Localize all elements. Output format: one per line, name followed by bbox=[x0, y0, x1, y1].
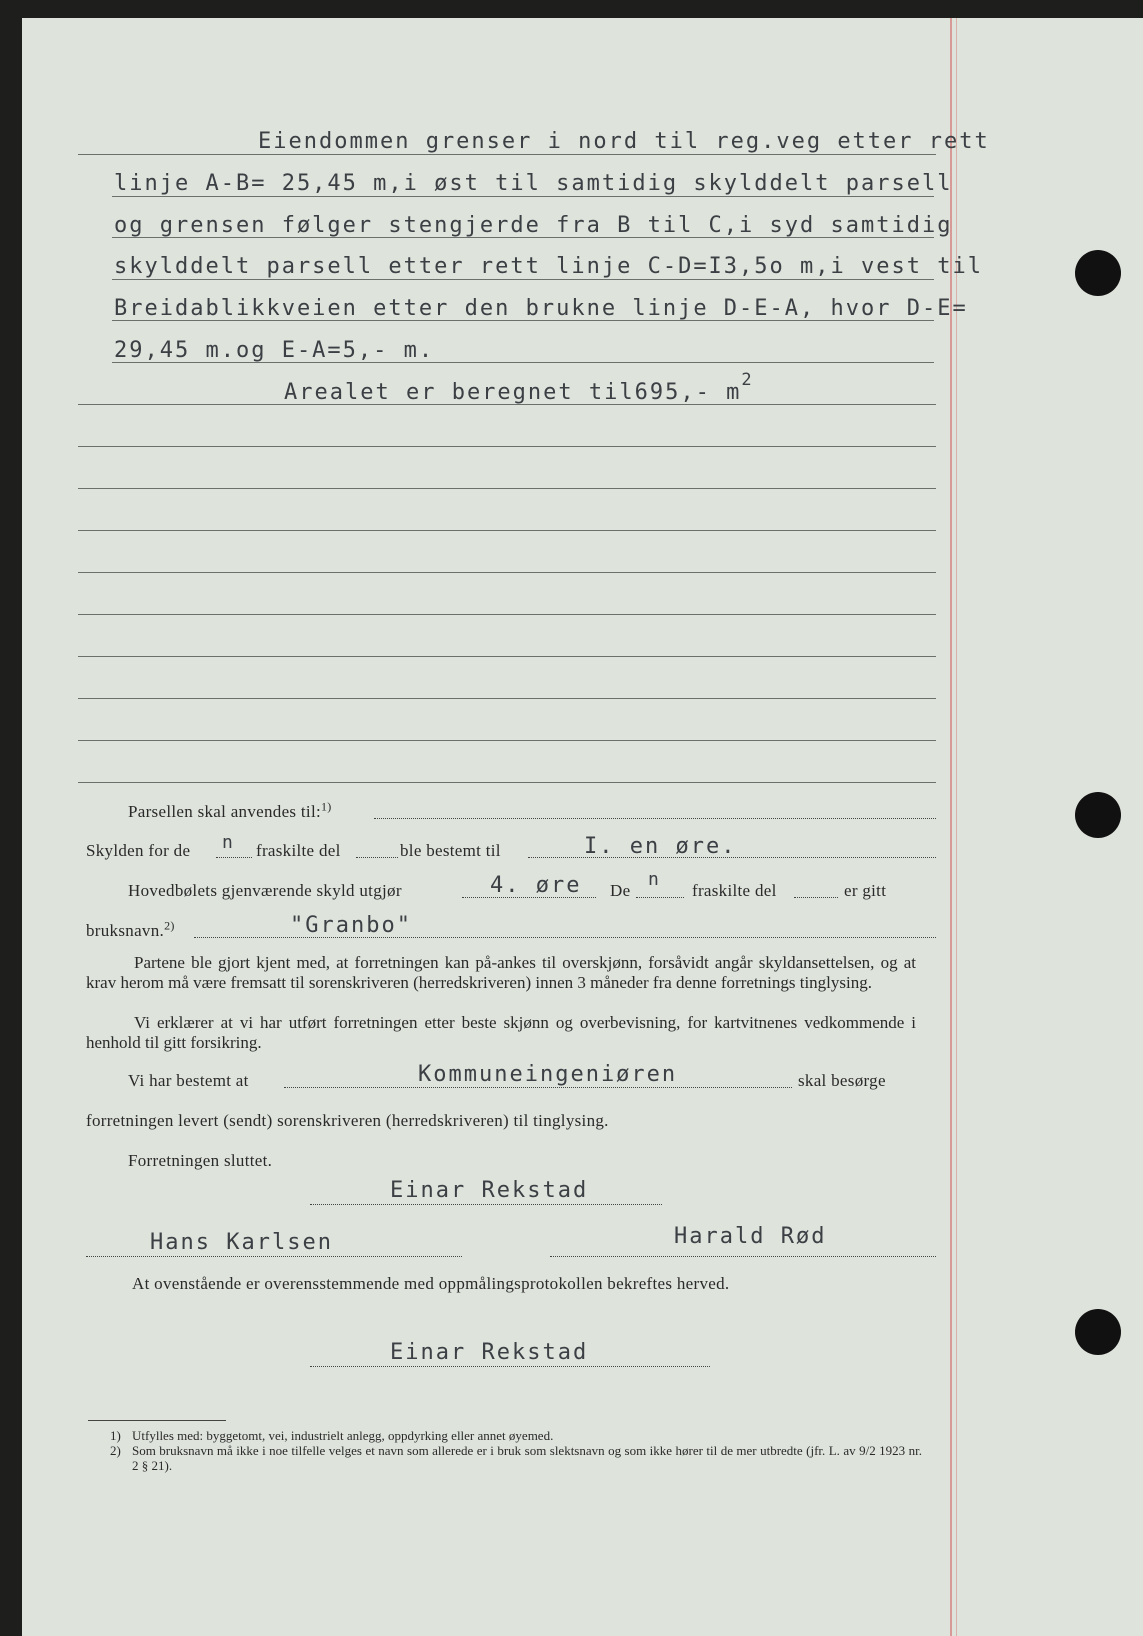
ruled-line bbox=[78, 572, 936, 573]
signature-left: Hans Karlsen bbox=[150, 1230, 333, 1255]
footnote-separator bbox=[88, 1420, 226, 1421]
ruled-line bbox=[78, 698, 936, 699]
bestemt-value: Kommuneingeniøren bbox=[418, 1062, 678, 1087]
bestemt-tail: skal besørge bbox=[798, 1071, 886, 1090]
footnote-2 bbox=[110, 1443, 922, 1473]
use-label-text: Parsellen skal anvendes til: bbox=[128, 802, 321, 821]
skyld-label-3: ble bestemt til bbox=[400, 841, 501, 860]
footnote-1 bbox=[110, 1428, 922, 1443]
skyld-label-2: fraskilte del bbox=[256, 841, 341, 860]
hoved-value: 4. øre bbox=[490, 873, 582, 898]
signature-right-line bbox=[550, 1256, 936, 1257]
signature-left-line bbox=[86, 1256, 462, 1257]
ruled-line bbox=[112, 196, 934, 197]
document-page bbox=[22, 18, 1143, 1636]
punch-hole bbox=[1075, 1309, 1121, 1355]
bruksnavn-value: "Granbo" bbox=[290, 913, 412, 938]
use-label bbox=[128, 799, 332, 822]
hoved-er-gitt: er gitt bbox=[844, 881, 887, 900]
bruksnavn-footnote-mark: 2) bbox=[164, 918, 175, 933]
use-fill-line bbox=[374, 818, 936, 819]
hoved-de-line bbox=[636, 897, 684, 898]
certify-text: At ovenstående er overensstemmende med oppmålingsprotokollen bekreftes herved. bbox=[132, 1274, 730, 1293]
paragraph-declaration-text: Vi erklærer at vi har utført forretningen etter beste skjønn og overbevisning, for kartvitnenes vedkommende i henhold til gitt forsikring. bbox=[86, 1013, 916, 1052]
paragraph-appeal bbox=[86, 953, 916, 993]
ruled-line bbox=[78, 530, 936, 531]
footnote-1-mark: 1) bbox=[110, 1428, 121, 1443]
ruled-line bbox=[78, 656, 936, 657]
signature-right: Harald Rød bbox=[674, 1224, 827, 1249]
punch-hole bbox=[1075, 792, 1121, 838]
hoved-fraskilte: fraskilte del bbox=[692, 881, 777, 900]
description-line-1: Eiendommen grenser i nord til reg.veg etter rett bbox=[258, 129, 990, 154]
description-line-3: og grensen følger stengjerde fra B til C,i syd samtidig bbox=[114, 213, 953, 238]
skyld-fill-1: n bbox=[222, 832, 235, 853]
bruksnavn-label-text: bruksnavn. bbox=[86, 921, 165, 940]
sluttet-text: Forretningen sluttet. bbox=[128, 1151, 273, 1170]
description-line-2: linje A-B= 25,45 m,i øst til samtidig skylddelt parsell bbox=[114, 171, 953, 196]
signature-final-line bbox=[310, 1366, 710, 1367]
footnote-2-mark: 2) bbox=[110, 1443, 121, 1458]
paragraph-declaration bbox=[86, 1013, 916, 1053]
ruled-line bbox=[78, 488, 936, 489]
skyld-label-1: Skylden for de bbox=[86, 841, 191, 860]
bruksnavn-label bbox=[86, 918, 175, 941]
hoved-fraskilte-line bbox=[794, 897, 838, 898]
footnote-1-text: Utfylles med: byggetomt, vei, industrielt anlegg, oppdyrking eller annet øyemed. bbox=[132, 1428, 554, 1443]
punch-hole bbox=[1075, 250, 1121, 296]
hoved-de: De bbox=[610, 881, 631, 900]
bestemt-line bbox=[284, 1087, 792, 1088]
signature-main: Einar Rekstad bbox=[390, 1178, 589, 1203]
hoved-de-fill: n bbox=[648, 869, 661, 890]
skyld-fill-line-1 bbox=[216, 857, 252, 858]
ruled-line bbox=[112, 279, 934, 280]
signature-final: Einar Rekstad bbox=[390, 1340, 589, 1365]
ruled-line bbox=[78, 154, 936, 155]
description-line-4: skylddelt parsell etter rett linje C-D=I3,5o m,i vest til bbox=[114, 254, 983, 279]
signature-main-line bbox=[310, 1204, 662, 1205]
ruled-line bbox=[78, 446, 936, 447]
area-superscript: 2 bbox=[741, 369, 754, 390]
use-footnote-mark: 1) bbox=[321, 799, 332, 814]
skyld-value-line bbox=[528, 857, 936, 858]
footnote-2-text: Som bruksnavn må ikke i noe tilfelle velges et navn som allerede er i bruk som slektsnavn og som ikke hører til de mer utbredte (jfr. L. av 9/2 1923 nr. 2 § 21). bbox=[132, 1443, 922, 1473]
bestemt-label: Vi har bestemt at bbox=[128, 1071, 249, 1090]
paragraph-appeal-text: Partene ble gjort kjent med, at forretningen kan på-ankes til overskjønn, forsåvidt angår skyldansettelsen, og at krav herom må være fremsatt til sorenskriveren (herredskriveren) innen 3 måneder fra denne forretnings tinglysing. bbox=[86, 953, 916, 992]
ruled-line bbox=[78, 614, 936, 615]
description-line-6: 29,45 m.og E-A=5,- m. bbox=[114, 338, 435, 363]
ruled-line bbox=[78, 782, 936, 783]
hoved-label: Hovedbølets gjenværende skyld utgjør bbox=[128, 881, 402, 900]
area-text: Arealet er beregnet til695,- m bbox=[284, 380, 742, 405]
bruksnavn-line bbox=[194, 937, 936, 938]
levert-text: forretningen levert (sendt) sorenskriveren (herredskriveren) til tinglysing. bbox=[86, 1111, 609, 1130]
skyld-value: I. en øre. bbox=[584, 834, 737, 859]
description-line-5: Breidablikkveien etter den brukne linje D-E-A, hvor D-E= bbox=[114, 296, 968, 321]
area-line bbox=[284, 369, 754, 405]
skyld-fill-line-2 bbox=[356, 857, 398, 858]
ruled-line bbox=[78, 740, 936, 741]
hoved-value-line bbox=[462, 897, 596, 898]
